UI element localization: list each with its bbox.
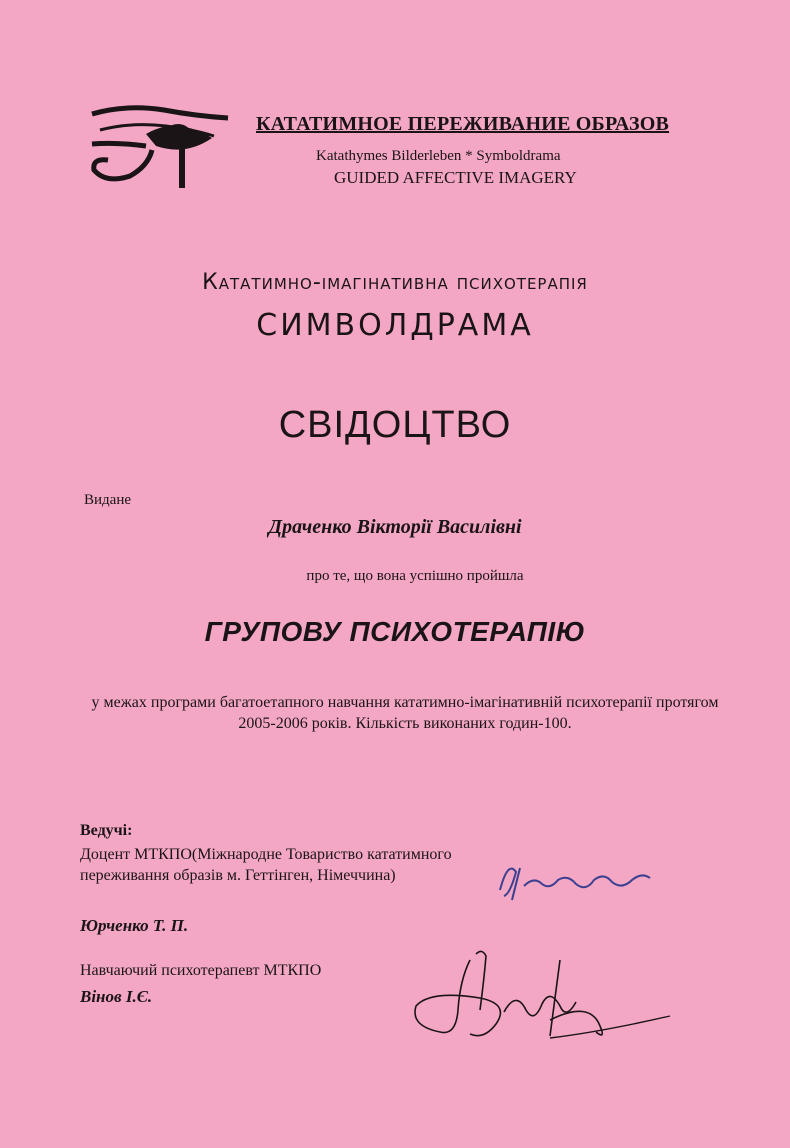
leader-name: Юрченко Т. П. <box>80 916 189 935</box>
trainer-signature <box>400 940 680 1050</box>
eye-of-horus-icon <box>86 96 236 196</box>
certificate-title: СВІДОЦТВО <box>278 404 512 446</box>
completion-statement: про те, що вона успішно пройшла <box>306 568 524 584</box>
issued-label: Видане <box>84 492 132 508</box>
trainer-name: Вінов І.Є. <box>80 987 153 1006</box>
recipient-name: Драченко Вікторії Василівні <box>268 516 522 538</box>
trainer-position: Навчаючий психотерапевт МТКПО <box>80 962 322 979</box>
organization-subtitle-english: GUIDED AFFECTIVE IMAGERY <box>334 168 577 187</box>
program-details: у межах програми багатоетапного навчання кататимно-імагінативній психотерапії протягом 2005-2006 років. Кількість виконаних годин-100. <box>91 694 719 732</box>
leader-position: Доцент МТКПО(Міжнародне Товариство кататимного переживання образів м. Геттінген, Німеччина) <box>80 846 452 884</box>
leaders-label: Ведучі: <box>80 822 133 839</box>
therapy-title: Кататимно-імагінативна психотерапія <box>202 270 588 295</box>
program-name: ГРУПОВУ ПСИХОТЕРАПІЮ <box>204 616 586 647</box>
organization-subtitle-german: Katathymes Bilderleben * Symboldrama <box>316 148 561 164</box>
leader-signature <box>490 850 670 910</box>
organization-title: КАТАТИМНОЕ ПЕРЕЖИВАНИЕ ОБРАЗОВ <box>256 113 670 135</box>
symboldrama-title: СИМВОЛДРАМА <box>256 308 534 343</box>
